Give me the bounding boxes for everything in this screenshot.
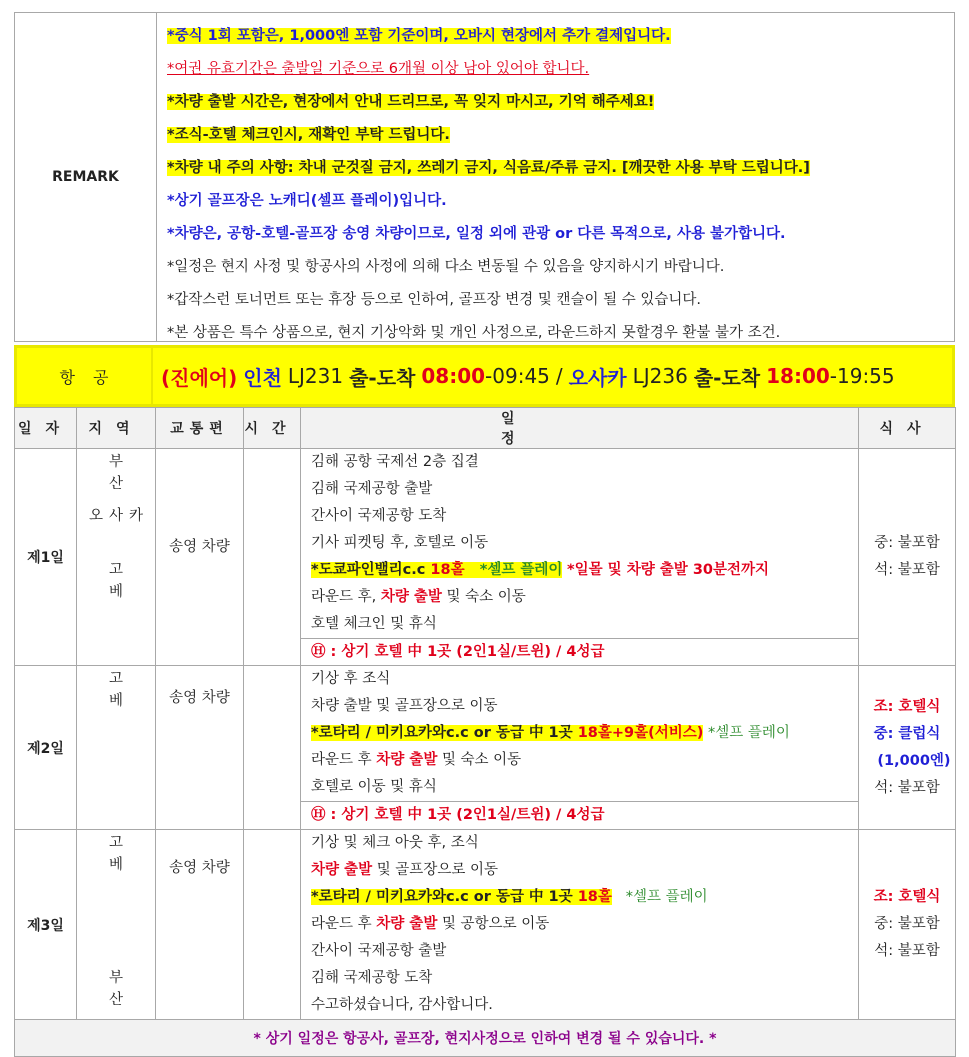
remark-text: *본 상품은 특수 상품으로, 현지 기상악화 및 개인 사정으로, 라운드하지 못할경우 환불 불가 조건. (167, 325, 781, 341)
meal-item: 중: 불포함 (874, 535, 940, 551)
remark-text: *일정은 현지 사정 및 항공사의 사정에 의해 다소 변동될 수 있음을 양지하시기 바랍니다. (167, 259, 725, 275)
meal-cell (859, 830, 956, 1020)
meal-item: 조: 호텔식 (873, 698, 941, 715)
header-day: 일자 (15, 408, 77, 449)
area-cell (77, 830, 156, 1020)
area-name: 고베 (108, 562, 143, 600)
text: 및 공항으로 이동 (441, 916, 550, 932)
flight-label: 항공 (17, 348, 153, 404)
remark-line (167, 256, 954, 289)
remark-line (167, 190, 954, 223)
golf-item (301, 720, 858, 747)
dep-arr-label: 출-도착 (349, 365, 416, 390)
self-play-note: *셀프 플레이 (479, 562, 563, 578)
itinerary-sheet (14, 12, 955, 1057)
meal-cell (859, 666, 956, 830)
area-name (77, 886, 155, 913)
golf-holes: 18홀 (577, 889, 612, 905)
table-header-row (15, 408, 956, 449)
transport-cell: 송영 차량 (156, 449, 244, 666)
time-cell (244, 449, 301, 666)
text: 차량 출발 (311, 862, 373, 878)
meal-item: (1,000엔) (877, 752, 951, 769)
remark-label: REMARK (15, 13, 157, 341)
remark-line (167, 124, 954, 157)
schedule-item: 기상 및 체크 아웃 후, 조식 (311, 835, 479, 851)
golf-course: *로타리 / 미키요카와c.c or 동급 中 1곳 (311, 725, 573, 741)
remark-text: *상기 골프장은 노캐디(셀프 플레이)입니다. (167, 193, 447, 209)
schedule-item: 기상 후 조식 (311, 671, 391, 687)
day-label: 제3일 (15, 830, 77, 1020)
to-city: 오사카 (568, 365, 627, 390)
schedule-item (301, 911, 858, 938)
meal-item: 중: 클럽식 (873, 725, 941, 742)
remark-section (14, 12, 955, 342)
header-time: 시간 (244, 408, 301, 449)
remark-line (167, 25, 954, 58)
self-play-note: *셀프 플레이 (708, 725, 790, 741)
from-city: 인천 (243, 365, 282, 390)
time-cell (244, 830, 301, 1020)
day-label: 제2일 (15, 666, 77, 830)
out-flight-number: LJ231 (287, 364, 344, 388)
in-arrival-time: -19:55 (829, 364, 895, 388)
area-name: 고베 (108, 671, 143, 709)
schedule-item: 김해 국제공항 출발 (311, 481, 433, 497)
remark-line (167, 289, 954, 322)
schedule-cell (301, 449, 859, 666)
table-row (15, 449, 956, 666)
golf-course: *로타리 / 미키요카와c.c or 동급 中 1곳 (311, 889, 573, 905)
footer-note: * 상기 일정은 항공사, 골프장, 현지사정으로 인하여 변경 될 수 있습니다. * (15, 1020, 956, 1057)
schedule-item: 수고하셨습니다, 감사합니다. (311, 997, 493, 1013)
schedule-cell (301, 666, 859, 830)
header-transport: 교통편 (156, 408, 244, 449)
schedule-item (301, 857, 858, 884)
text: 차량 출발 (376, 752, 438, 768)
footer-row (15, 1020, 956, 1057)
day-label: 제1일 (15, 449, 77, 666)
area-name: 부산 (108, 970, 143, 1008)
schedule-item: 간사이 국제공항 도착 (311, 508, 447, 524)
schedule-table (14, 407, 956, 1057)
schedule-item: 호텔로 이동 및 휴식 (311, 779, 437, 795)
flight-info (153, 348, 952, 404)
area-name (77, 940, 155, 967)
golf-holes: 18홀 (430, 562, 465, 578)
golf-item (301, 557, 858, 584)
time-cell (244, 666, 301, 830)
in-departure-time: 18:00 (766, 364, 830, 388)
hotel-note: Ⓗ : 상기 호텔 中 1곳 (2인1실/트윈) / 4성급 (301, 801, 858, 828)
transport-cell: 송영 차량 (156, 830, 244, 1020)
self-play-note: *셀프 플레이 (625, 889, 708, 905)
area-name (77, 913, 155, 940)
text: 및 숙소 이동 (441, 752, 522, 768)
out-arrival-time: -09:45 (485, 364, 550, 388)
header-meal: 식사 (859, 408, 956, 449)
remark-line (167, 223, 954, 256)
schedule-item: 김해 국제공항 도착 (311, 970, 433, 986)
meal-item: 석: 불포함 (874, 943, 940, 959)
remark-line (167, 91, 954, 124)
remark-text: *차량은, 공항-호텔-골프장 송영 차량이므로, 일정 외에 관광 or 다른 목적으로, 사용 불가합니다. (167, 226, 786, 242)
out-departure-time: 08:00 (421, 364, 486, 388)
golf-holes: 18홀+9홀(서비스) (577, 725, 704, 741)
golf-course: *도쿄파인밸리c.c (311, 562, 426, 578)
meal-cell (859, 449, 956, 666)
text: 차량 출발 (380, 589, 442, 605)
text: 라운드 후, (311, 589, 377, 605)
meal-item: 석: 불포함 (874, 779, 940, 796)
golf-item (301, 884, 858, 911)
remark-line (167, 157, 954, 190)
area-cell (77, 666, 156, 830)
airline: (진에어) (161, 365, 238, 390)
table-row (15, 830, 956, 1020)
remark-list (157, 13, 954, 341)
area-name (77, 532, 155, 559)
flight-bar (14, 345, 955, 407)
area-name: 부산 (108, 454, 143, 492)
flight-separator: / (555, 364, 563, 388)
header-area: 지역 (77, 408, 156, 449)
schedule-item (301, 747, 858, 774)
text: 차량 출발 (376, 916, 438, 932)
remark-line (167, 58, 954, 91)
area-name: 고베 (108, 835, 143, 873)
remark-text: *중식 1회 포함은, 1,000엔 포함 기준이며, 오바시 현장에서 추가 결제입니다. (167, 28, 671, 44)
remark-text: *여권 유효기간은 출발일 기준으로 6개월 이상 남아 있어야 합니다. (167, 61, 590, 77)
schedule-item: 차량 출발 및 골프장으로 이동 (311, 698, 498, 714)
schedule-item: 간사이 국제공항 출발 (311, 943, 447, 959)
table-row (15, 666, 956, 830)
schedule-item: 호텔 체크인 및 휴식 (311, 616, 437, 632)
schedule-item: 기사 피켓팅 후, 호텔로 이동 (311, 535, 489, 551)
text: 라운드 후 (311, 916, 372, 932)
dep-arr-label: 출-도착 (693, 365, 761, 390)
golf-time-note: *일몰 및 차량 출발 30분전까지 (567, 562, 770, 578)
area-name: 오사카 (88, 508, 150, 524)
text: 및 골프장으로 이동 (376, 862, 498, 878)
meal-item: 중: 불포함 (874, 916, 940, 932)
transport-cell: 송영 차량 (156, 666, 244, 830)
remark-text: *차량 출발 시간은, 현장에서 안내 드리므로, 꼭 잊지 마시고, 기억 해주세요! (167, 94, 655, 110)
meal-item: 조: 호텔식 (873, 889, 941, 905)
header-schedule: 일정 (301, 408, 859, 449)
meal-item: 석: 불포함 (874, 562, 940, 578)
in-flight-number: LJ236 (632, 364, 688, 388)
hotel-note: Ⓗ : 상기 호텔 中 1곳 (2인1실/트윈) / 4성급 (301, 638, 858, 665)
area-cell (77, 449, 156, 666)
schedule-cell (301, 830, 859, 1020)
text: 라운드 후 (311, 752, 372, 768)
remark-text: *차량 내 주의 사항: 차내 군것질 금지, 쓰레기 금지, 식음료/주류 금지. [깨끗한 사용 부탁 드립니다.] (167, 160, 810, 176)
remark-text: *조식-호텔 체크인시, 재확인 부탁 드립니다. (167, 127, 450, 143)
remark-text: *갑작스런 토너먼트 또는 휴장 등으로 인하여, 골프장 변경 및 캔슬이 될 수 있습니다. (167, 292, 702, 308)
text: 및 숙소 이동 (446, 589, 526, 605)
schedule-item: 김해 공항 국제선 2층 집결 (311, 454, 479, 470)
schedule-item (301, 584, 858, 611)
